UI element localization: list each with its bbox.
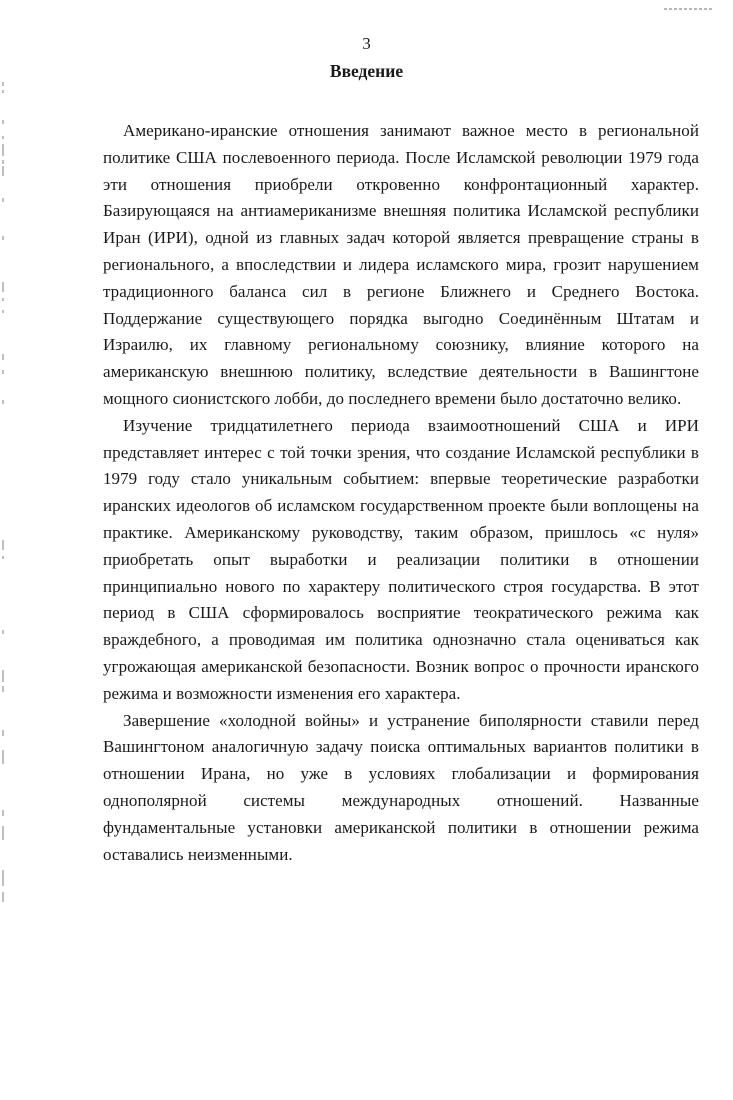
page-title: Введение: [329, 61, 404, 81]
page-number: 3: [362, 34, 371, 53]
scan-header-artifact: [664, 8, 712, 10]
paragraph: Завершение «холодной войны» и устранение биполярности ставили перед Вашингтоном аналогичную задачу поиска оптимальных вариантов политики в отношении Ирана, но уже в условиях глобализации и формирования однополярной системы международных отношений. Названные фундаментальные установки американской политики в отношении режима оставались неизменными.: [103, 710, 699, 864]
document-body: [103, 118, 699, 868]
paragraph: Изучение тридцатилетнего периода взаимоотношений США и ИРИ представляет интерес с той точки зрения, что создание Исламской республики в 1979 году стало уникальным событием: впервые теоретические разработки иранских идеологов об исламском государственном проекте были воплощены на практике. Американскому руководству, таким образом, пришлось «с нуля» приобретать опыт выработки и реализации политики в отношении принципиально нового по характеру политического строя государства. В этот период в США сформировалось восприятие теократического режима как враждебного, а проводимая им политика однозначно стала оцениваться как угрожающая американской безопасности. Возник вопрос о прочности иранского режима и возможности изменения его характера.: [103, 415, 699, 703]
scan-margin-artifacts: [2, 70, 10, 950]
paragraph: Американо-иранские отношения занимают важное место в региональной политике США послевоенного периода. После Исламской революции 1979 года эти отношения приобрели откровенно конфронтационный характер. Базирующаяся на антиамериканизме внешняя политика Исламской республики Иран (ИРИ), одной из главных задач которой является превращение страны в регионального, а впоследствии и лидера исламского мира, грозит нарушением традиционного баланса сил в регионе Ближнего и Среднего Востока. Поддержание существующего порядка выгодно Соединённым Штатам и Израилю, их главному региональному союзнику, влияние которого на американскую внешнюю политику, вследствие деятельности в Вашингтоне мощного сионистского лобби, до последнего времени было достаточно велико.: [103, 121, 699, 408]
